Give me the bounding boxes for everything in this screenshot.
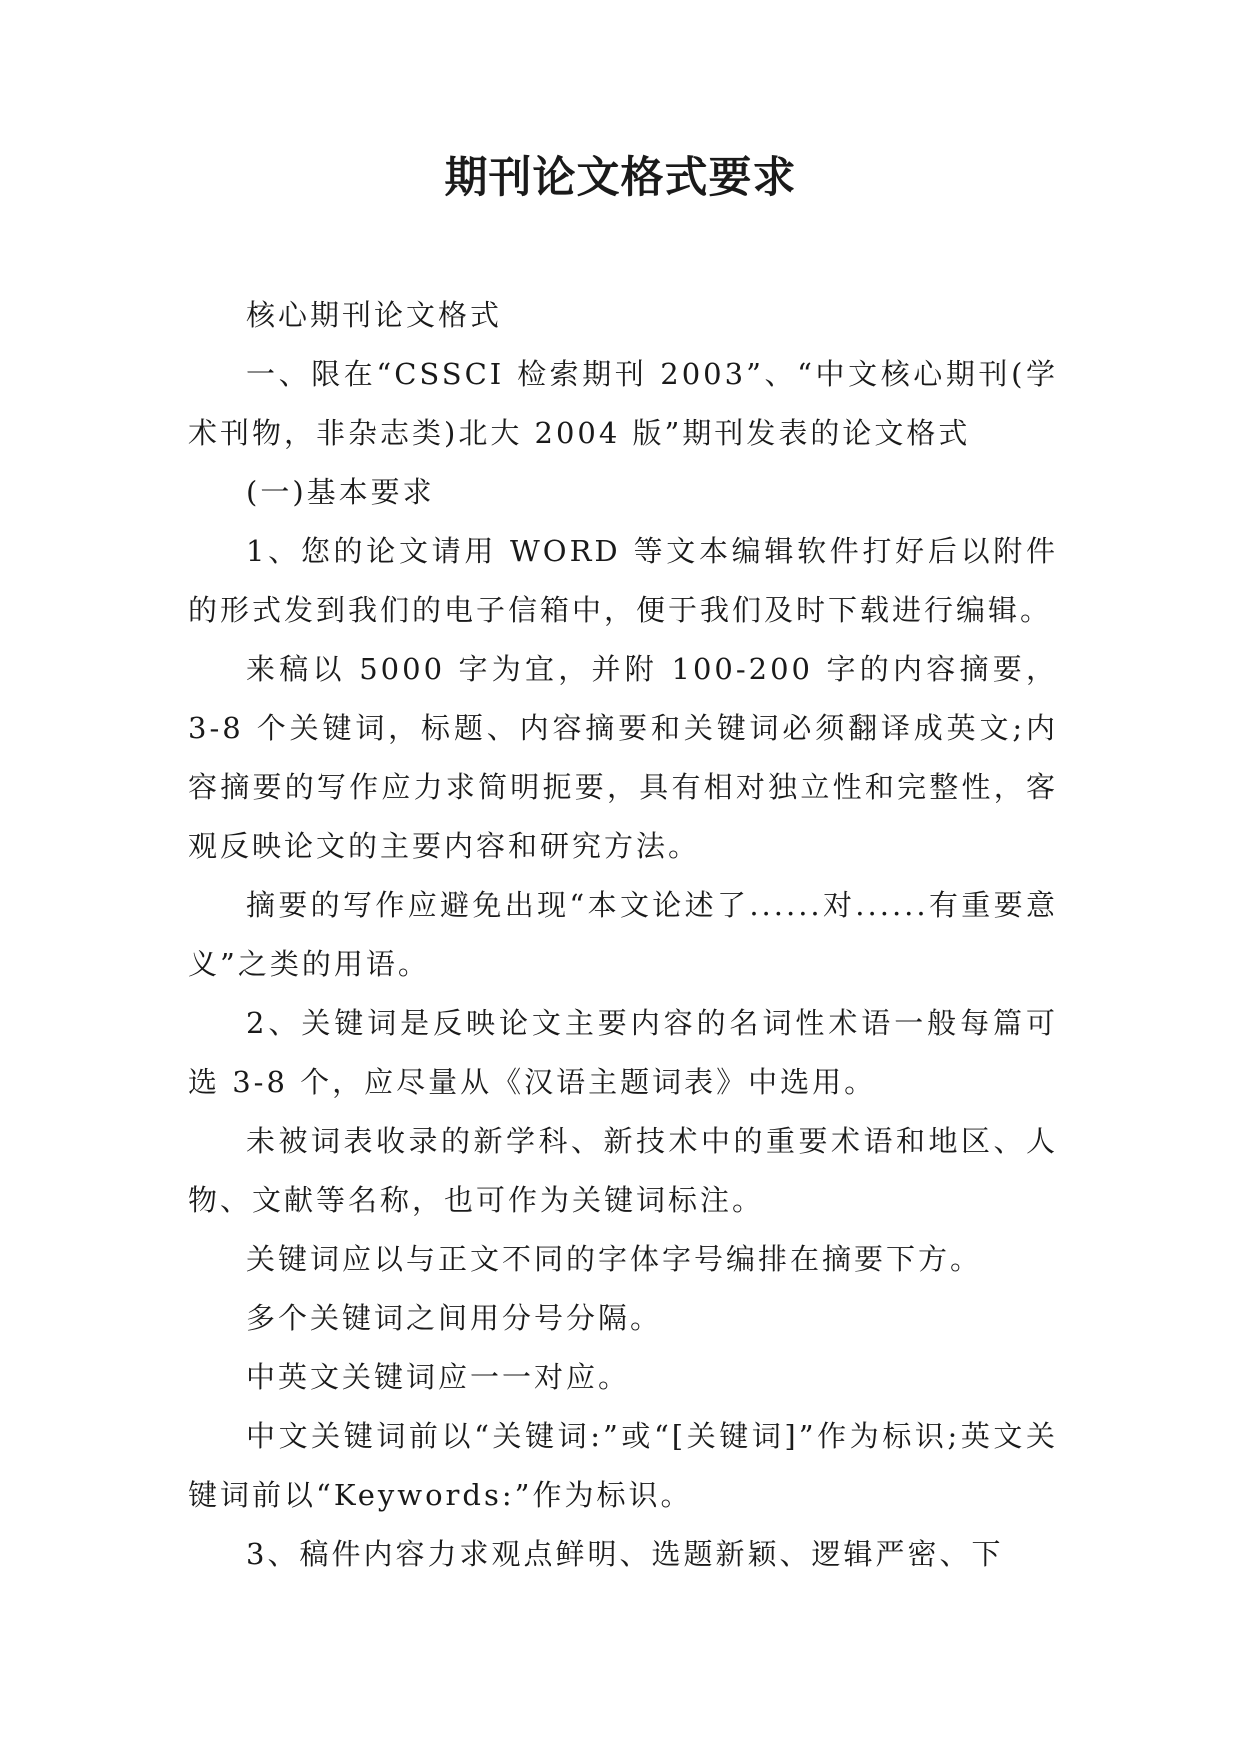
paragraph: 2、关键词是反映论文主要内容的名词性术语一般每篇可选 3-8 个，应尽量从《汉语主题词表》中选用。 <box>188 1006 1058 1099</box>
paragraph: 多个关键词之间用分号分隔。 <box>246 1301 663 1335</box>
document-title: 期刊论文格式要求 <box>444 153 797 203</box>
paragraph: 关键词应以与正文不同的字体字号编排在摘要下方。 <box>246 1242 983 1276</box>
paragraph: 摘要的写作应避免出现“本文论述了......对......有重要意义”之类的用语。 <box>188 888 1058 981</box>
paragraph: 1、您的论文请用 WORD 等文本编辑软件打好后以附件的形式发到我们的电子信箱中，便于我们及时下载进行编辑。 <box>188 534 1058 627</box>
paragraph: 一、限在“CSSCI 检索期刊 2003”、“中文核心期刊(学术刊物，非杂志类)北大 2004 版”期刊发表的论文格式 <box>188 357 1058 450</box>
paragraph: 来稿以 5000 字为宜，并附 100-200 字的内容摘要，3-8 个关键词，标题、内容摘要和关键词必须翻译成英文;内容摘要的写作应力求简明扼要，具有相对独立性和完整性，客观反映论文的主要内容和研究方法。 <box>188 652 1058 863</box>
paragraph: (一)基本要求 <box>246 475 435 509</box>
document-body <box>188 286 1058 1584</box>
paragraph: 核心期刊论文格式 <box>246 298 503 332</box>
paragraph: 中文关键词前以“关键词:”或“[关键词]”作为标识;英文关键词前以“Keywords:”作为标识。 <box>188 1419 1058 1512</box>
paragraph: 中英文关键词应一一对应。 <box>246 1360 631 1394</box>
paragraph: 3、稿件内容力求观点鲜明、选题新颖、逻辑严密、下 <box>246 1537 1004 1571</box>
paragraph: 未被词表收录的新学科、新技术中的重要术语和地区、人物、文献等名称，也可作为关键词标注。 <box>188 1124 1058 1217</box>
